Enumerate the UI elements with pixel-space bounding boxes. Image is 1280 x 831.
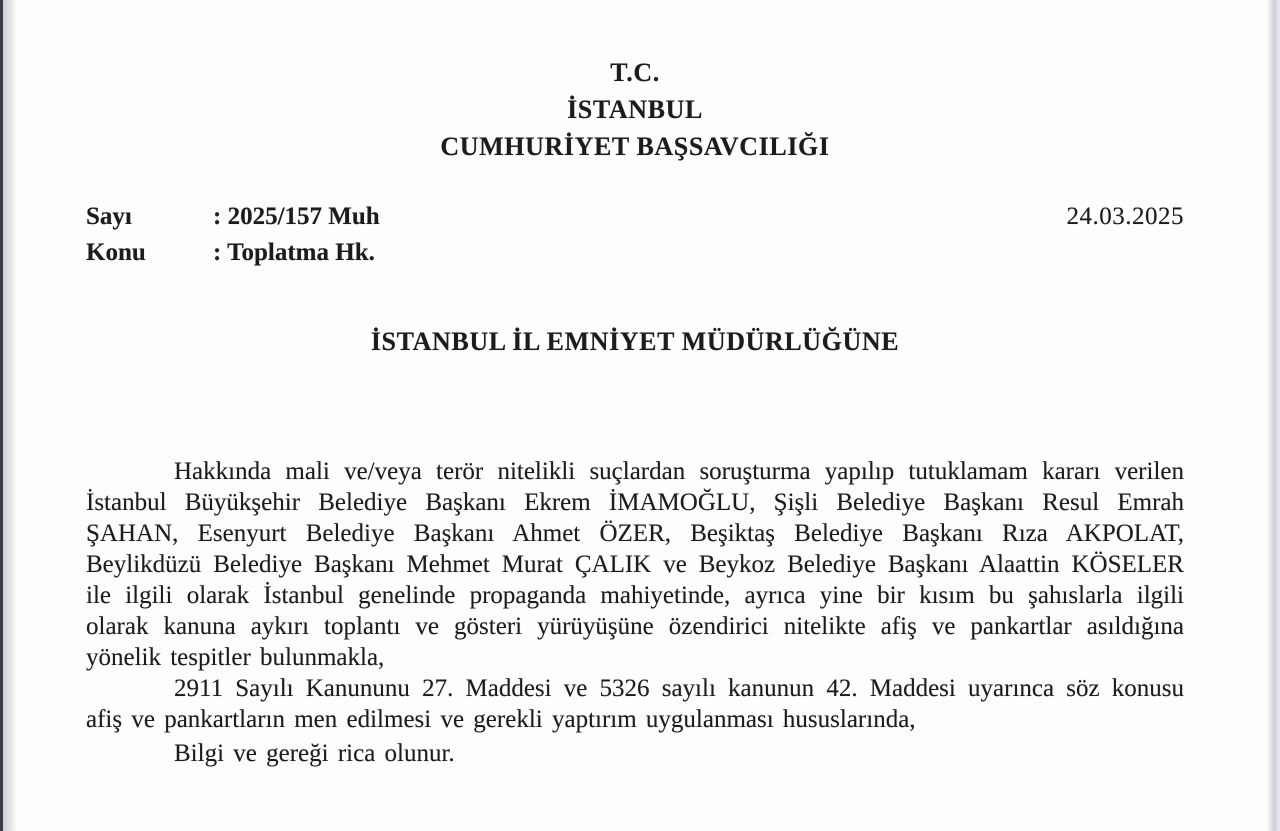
letter-meta [86, 199, 1184, 271]
body-paragraph-legal-basis: 2911 Sayılı Kanununu 27. Maddesi ve 5326 sayılı kanunun 42. Maddesi uyarınca söz konusu afiş ve pankartların men edilmesi ve gerekli yaptırım uygulanması hususlarında, [86, 675, 1184, 733]
subject-value: : Toplatma Hk. [213, 239, 375, 266]
letter-body [86, 456, 1184, 769]
meta-row-number [86, 199, 1184, 235]
number-value: : 2025/157 Muh [213, 203, 380, 230]
letter-content [86, 0, 1184, 769]
scan-edge-left-gray [3, 0, 17, 831]
addressee-title: İSTANBUL İL EMNİYET MÜDÜRLÜĞÜNE [370, 327, 900, 356]
body-paragraph-findings: Hakkında mali ve/veya terör nitelikli suçlardan soruşturma yapılıp tutuklamam kararı verilen İstanbul Büyükşehir Belediye Başkanı Ekrem İMAMOĞLU, Şişli Belediye Başkanı Resul Emrah ŞAHAN, Esenyurt Belediye Başkanı Ahmet ÖZER, Beşiktaş Belediye Başkanı Rıza AKPOLAT, Beylikdüzü Belediye Başkanı Mehmet Murat ÇALIK ve Beykoz Belediye Başkanı Alaattin KÖSELER ile ilgili olarak İstanbul genelinde propaganda mahiyetinde, ayrıca yine bir kısım bu şahıslarla ilgili olarak kanuna aykırı toplantı ve gösteri yürüyüşüne özendirici nitelikte afiş ve pankartlar asıldığına yönelik tespitler bulunmakla, [86, 458, 1184, 671]
scan-edge-right-gray [1267, 0, 1280, 831]
letterhead-office: CUMHURİYET BAŞSAVCILIĞI [440, 132, 830, 161]
letterhead [86, 54, 1184, 165]
meta-row-subject [86, 235, 1184, 271]
subject-label: Konu [86, 239, 146, 266]
letterhead-republic-abbr: T.C. [610, 58, 660, 87]
letterhead-city: İSTANBUL [567, 95, 703, 124]
letter-date: 24.03.2025 [1066, 203, 1184, 230]
number-label: Sayı [86, 203, 132, 230]
body-paragraph-closing: Bilgi ve gereği rica olunur. [174, 740, 455, 767]
